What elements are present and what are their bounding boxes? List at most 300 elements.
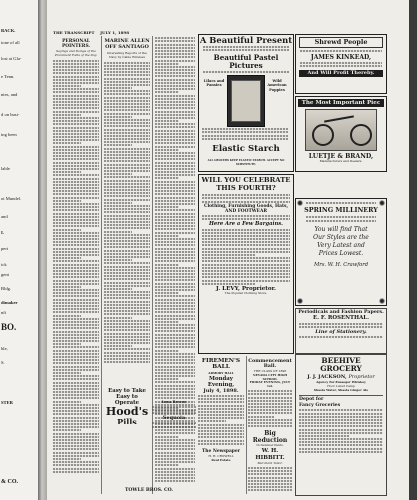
illegible-text-line: [53, 200, 81, 202]
illegible-text-line: [155, 330, 195, 332]
illegible-text-line: [155, 334, 195, 336]
illegible-text-line: [53, 117, 99, 119]
illegible-text-line: [104, 78, 150, 80]
ad-side-text: Lilacs and Pansies: [203, 79, 225, 88]
illegible-text-line: [299, 435, 349, 437]
illegible-text-line: [104, 195, 150, 197]
right-edge: [409, 0, 417, 500]
illegible-text-line: [155, 120, 179, 122]
illegible-text-line: [53, 455, 99, 457]
illegible-text-line: [155, 37, 195, 39]
illegible-text-line: [155, 136, 195, 138]
illegible-text-line: [155, 324, 195, 326]
column-subheading: Sayings and Doings of the Prominent Folks of the Day.: [54, 49, 98, 57]
illegible-text-line: [53, 76, 99, 78]
illegible-text-line: [104, 285, 150, 287]
illegible-text-line: [104, 173, 132, 175]
illegible-text-line: [53, 101, 99, 103]
illegible-text-line: [155, 394, 195, 396]
illegible-text-line: [155, 283, 195, 285]
illegible-text-line: [155, 123, 195, 125]
illegible-text-line: [155, 53, 195, 55]
illegible-text-line: [155, 126, 195, 128]
illegible-text-line: [53, 184, 99, 186]
ad-title: WILL YOU CELEBRATE THIS FOURTH?: [201, 176, 291, 192]
illegible-text-line: [53, 280, 99, 282]
illegible-text-line: [53, 359, 99, 361]
illegible-text-line: [104, 71, 150, 73]
illegible-text-line: [299, 451, 383, 453]
paper-name: THE TRANSCRIPT: [53, 30, 95, 35]
illegible-text-line: [53, 404, 99, 406]
column-subheading: Interesting Reports of the Navy by Cable Wireless: [107, 51, 147, 59]
ad-headline: Beautiful Pastel Pictures: [213, 53, 279, 70]
illegible-text-line: [155, 146, 195, 148]
illegible-text-line: [53, 244, 99, 246]
illegible-text-line: [104, 113, 150, 115]
illegible-text-line: [299, 425, 383, 427]
illegible-text-line: [53, 139, 99, 141]
illegible-text-line: [155, 448, 195, 450]
ad-line: Hoot Lunsd Camp: [327, 383, 355, 388]
illegible-text-line: [53, 289, 99, 291]
illegible-text-line: [202, 251, 290, 253]
strip-text: ick: [1, 262, 7, 267]
illegible-text-line: [248, 422, 292, 424]
illegible-text-line: [198, 395, 244, 397]
illegible-text-line: [155, 85, 195, 87]
illegible-text-line: [155, 200, 195, 202]
illegible-text-line: [53, 308, 99, 310]
illegible-text-line: [53, 158, 99, 160]
illegible-text-line: [155, 75, 195, 77]
illegible-text-line: [155, 391, 195, 393]
ad-sub: Line of Stationery.: [315, 329, 367, 335]
illegible-text-line: [104, 141, 150, 143]
illegible-text-line: [104, 259, 132, 261]
illegible-text-line: [104, 192, 150, 194]
illegible-text-line: [53, 464, 99, 466]
ad-tagline: And Will Profit Thereby.: [299, 70, 383, 77]
column-body-text: [53, 60, 99, 473]
illegible-text-line: [155, 142, 195, 144]
illegible-text-line: [104, 119, 150, 121]
illegible-text-line: [104, 297, 150, 299]
illegible-text-line: [299, 422, 383, 424]
illegible-text-line: [104, 167, 150, 169]
illegible-text-line: [104, 211, 150, 213]
ad-title: Commencement Ball.: [248, 358, 292, 369]
illegible-text-line: [104, 262, 150, 264]
illegible-text-line: [198, 401, 244, 403]
illegible-text-line: [248, 483, 292, 485]
illegible-text-line: [155, 264, 179, 266]
illegible-text-line: [53, 448, 99, 450]
illegible-text-line: [299, 444, 383, 446]
illegible-text-line: [104, 65, 150, 67]
celebrate-fourth-ad: [198, 174, 294, 354]
illegible-text-line: [104, 90, 150, 92]
illegible-text-line: [53, 82, 99, 84]
illegible-text-line: [53, 369, 99, 371]
illegible-text-line: [155, 241, 195, 243]
illegible-text-line: [155, 480, 195, 482]
illegible-text-line: [53, 238, 99, 240]
illegible-text-line: [104, 310, 150, 312]
illegible-text-line: [155, 158, 195, 160]
illegible-text-line: [155, 311, 195, 313]
illegible-text-line: [53, 452, 99, 454]
illegible-text-line: [53, 305, 99, 307]
strip-text: nfi: [1, 310, 7, 315]
illegible-text-line: [202, 280, 290, 282]
illegible-text-line: [155, 340, 195, 342]
illegible-text-line: [202, 257, 290, 259]
illegible-text-line: [104, 224, 150, 226]
illegible-text-line: [53, 241, 99, 243]
illegible-text-line: [155, 91, 179, 93]
illegible-text-line: [202, 232, 290, 234]
illegible-text-line: [155, 98, 195, 100]
illegible-text-line: [53, 286, 81, 288]
ad-line: Easy to Take: [108, 388, 146, 394]
ad-side-text: Wild American Poppies: [267, 79, 287, 92]
illegible-text-line: [104, 272, 150, 274]
ad-role: Proprietor: [348, 374, 375, 380]
illegible-text-line: [53, 222, 99, 224]
illegible-text-line: [248, 416, 274, 418]
ad-title: Shrewd People: [314, 38, 368, 46]
illegible-text-line: [104, 68, 150, 70]
illegible-text-line: [104, 348, 150, 350]
illegible-text-line: [155, 222, 195, 224]
ad-venue: NEVADA CITY HIGH SCHOOL: [252, 372, 288, 381]
illegible-text-line: [53, 356, 99, 358]
illegible-text-line: [104, 87, 132, 89]
illegible-text-line: [155, 244, 195, 246]
illegible-text-line: [155, 187, 195, 189]
illegible-text-line: [53, 350, 99, 352]
illegible-text-line: [53, 123, 99, 125]
illegible-text-line: [53, 273, 99, 275]
illegible-text-line: [155, 174, 195, 176]
illegible-text-line: [53, 461, 99, 463]
illegible-text-line: [53, 142, 81, 144]
illegible-text-line: [104, 97, 150, 99]
illegible-text-line: [155, 251, 195, 253]
illegible-text-line: [155, 350, 179, 352]
illegible-text-line: [53, 209, 99, 211]
illegible-text-line: [155, 273, 195, 275]
illegible-text-line: [53, 378, 99, 380]
column-heading: MARINE ALLEN OFF SANTIAGO: [104, 38, 150, 50]
illegible-text-line: [53, 302, 99, 304]
ad-title: FIREMEN'S BALL: [201, 358, 241, 370]
ad-title: The Most Important Piec: [298, 99, 384, 107]
illegible-text-line: [155, 82, 195, 84]
illegible-text-line: [104, 352, 150, 354]
column-rule: [101, 36, 102, 494]
ad-day: FRIDAY EVENING, JULY 1st.: [249, 380, 291, 389]
illegible-text-line: [155, 292, 179, 294]
illegible-text-line: [53, 203, 99, 205]
illegible-text-line: [202, 254, 255, 256]
strip-text: pert: [1, 246, 9, 251]
illegible-text-line: [299, 438, 383, 440]
ad-title: Periodicals and Fashion Papers.: [298, 309, 384, 315]
illegible-text-line: [53, 343, 81, 345]
firemens-ball-column: [198, 356, 244, 494]
illegible-text-line: [104, 333, 150, 335]
bicycle-illustration: [305, 109, 377, 151]
adjacent-page-strip: [0, 0, 39, 500]
illegible-text-line: [53, 442, 99, 444]
illegible-text-line: [248, 390, 292, 392]
ad-dept: Real Estate: [211, 457, 231, 462]
ad-brand: Pills: [117, 417, 137, 424]
illegible-text-line: [53, 433, 99, 435]
illegible-text-line: [155, 455, 195, 457]
illegible-text-line: [155, 197, 195, 199]
column-navy-news: [104, 36, 150, 494]
illegible-text-line: [248, 406, 292, 408]
illegible-text-line: [104, 84, 150, 86]
illegible-text-line: [104, 336, 150, 338]
illegible-text-line: [155, 366, 195, 368]
illegible-text-line: [104, 151, 150, 153]
illegible-text-line: [104, 240, 150, 242]
illegible-text-line: [155, 267, 195, 269]
illegible-text-line: [53, 334, 99, 336]
illegible-text-line: [53, 136, 99, 138]
strip-text: ble,: [1, 346, 8, 351]
ad-promo: Here Are a Few Bargains.: [209, 221, 283, 228]
ad-headline: Big Reduction: [252, 430, 288, 445]
illegible-text-line: [104, 106, 150, 108]
illegible-text-line: [53, 267, 99, 269]
illegible-text-line: [53, 337, 99, 339]
illegible-text-line: [155, 232, 195, 234]
ad-line: Iowa Breeze: [161, 400, 187, 404]
strip-text: ing been: [1, 132, 17, 137]
illegible-text-line: [155, 308, 195, 310]
illegible-text-line: [104, 231, 132, 233]
illegible-text-line: [155, 44, 195, 46]
illegible-text-line: [53, 346, 99, 348]
illegible-text-line: [155, 315, 195, 317]
illegible-text-line: [104, 218, 150, 220]
illegible-text-line: [53, 104, 99, 106]
illegible-text-line: [248, 409, 292, 411]
illegible-text-line: [53, 165, 99, 167]
illegible-text-line: [104, 323, 150, 325]
ad-product: Elastic Starch: [212, 144, 280, 154]
column-heading: PERSONAL POINTERS.: [62, 39, 90, 49]
elastic-starch-ad: [198, 34, 294, 172]
ad-sub: In Summer Pants.: [256, 443, 284, 448]
illegible-text-line: [155, 359, 195, 361]
illegible-text-line: [202, 264, 290, 266]
ad-sub: H. H. CROWELL: [208, 453, 234, 458]
ad-title: BEEHIVE: [321, 356, 361, 365]
illegible-text-line: [155, 353, 195, 355]
illegible-text-line: [104, 237, 150, 239]
illegible-text-line: [155, 155, 195, 157]
illegible-text-line: [155, 184, 195, 186]
illegible-text-line: [104, 266, 150, 268]
illegible-text-line: [53, 155, 99, 157]
illegible-text-line: [53, 366, 99, 368]
illegible-text-line: [104, 164, 150, 166]
illegible-text-line: [198, 424, 244, 426]
illegible-text-line: [53, 248, 99, 250]
illegible-text-line: [155, 107, 195, 109]
illegible-text-line: [53, 187, 99, 189]
beehive-grocery-ad: [295, 354, 387, 496]
illegible-text-line: [155, 225, 195, 227]
illegible-text-line: [104, 294, 150, 296]
illegible-text-line: [155, 468, 195, 470]
illegible-text-line: [155, 162, 195, 164]
illegible-text-line: [155, 279, 195, 281]
illegible-text-line: [104, 189, 150, 191]
illegible-text-line: [155, 385, 195, 387]
illegible-text-line: [198, 398, 244, 400]
ad-line: Easy to Operate: [114, 394, 140, 406]
ad-line: Shasta Water, Shasta Ginger Ale: [313, 387, 369, 392]
illegible-text-line: [202, 273, 290, 275]
illegible-text-line: [53, 410, 99, 412]
illegible-text-line: [202, 267, 290, 269]
strip-text: nies, and: [1, 92, 18, 97]
illegible-text-line: [53, 229, 81, 231]
illegible-text-line: [155, 388, 195, 390]
illegible-text-line: [248, 425, 292, 427]
illegible-text-line: [155, 40, 195, 42]
ad-line: Prices Lowest.: [318, 250, 364, 257]
ad-owner: J. J. JACKSON,: [307, 374, 347, 380]
illegible-text-line: [155, 63, 179, 65]
illegible-text-line: [53, 264, 99, 266]
illegible-text-line: [104, 183, 150, 185]
illegible-text-line: [104, 100, 150, 102]
illegible-text-line: [53, 69, 99, 71]
illegible-text-line: [53, 254, 99, 256]
illegible-text-line: [198, 420, 226, 422]
illegible-text-line: [104, 253, 150, 255]
ad-date: July 4, 1898.: [203, 387, 239, 394]
illegible-text-line: [202, 260, 290, 262]
illegible-text-line: [248, 473, 292, 475]
illegible-text-line: [198, 427, 244, 429]
illegible-text-line: [202, 276, 290, 278]
illegible-text-line: [53, 225, 99, 227]
luetje-brand-ad: [295, 96, 387, 172]
ad-merchant-sub: The Popular Clothing Store.: [224, 291, 268, 296]
illegible-text-line: [53, 331, 99, 333]
illegible-text-line: [155, 228, 195, 230]
illegible-text-line: [53, 251, 99, 253]
strip-text: BO.: [1, 322, 17, 332]
illegible-text-line: [198, 440, 244, 442]
illegible-text-line: [202, 229, 290, 231]
millinery-ad: [295, 198, 387, 306]
illegible-text-line: [198, 436, 244, 438]
illegible-text-line: [53, 127, 99, 129]
illegible-text-line: [53, 436, 99, 438]
strip-text: dimaker: [1, 300, 18, 305]
illegible-text-line: [155, 289, 195, 291]
illegible-text-line: [155, 257, 195, 259]
illegible-text-line: [53, 181, 99, 183]
illegible-text-line: [155, 362, 195, 364]
illegible-text-line: [53, 60, 99, 62]
ad-name: W. H. HIBBITT.: [255, 448, 285, 462]
illegible-text-line: [53, 91, 99, 93]
illegible-text-line: [53, 72, 99, 74]
illegible-text-line: [53, 193, 99, 195]
illegible-text-line: [155, 168, 195, 170]
illegible-text-line: [155, 270, 195, 272]
illegible-text-line: [155, 286, 195, 288]
illegible-text-line: [53, 178, 99, 180]
illegible-text-line: [198, 405, 244, 407]
strip-text: Bldg.: [1, 286, 12, 291]
illegible-text-line: [155, 276, 195, 278]
strip-text: I.: [1, 230, 4, 235]
strip-text: and: [1, 214, 8, 219]
illegible-text-line: [104, 358, 150, 360]
illegible-text-line: [53, 171, 81, 173]
ad-title: A Beautiful Present: [199, 35, 293, 45]
illegible-text-line: [155, 139, 195, 141]
illegible-text-line: [104, 202, 132, 204]
illegible-text-line: [155, 471, 195, 473]
illegible-text-line: [53, 423, 99, 425]
ad-name: E. F. ROSENTHAL.: [313, 315, 369, 321]
illegible-text-line: [53, 394, 99, 396]
ad-line: Very Latest and: [317, 242, 365, 249]
ad-brand: Hood's: [105, 405, 149, 418]
ad-line: Our Styles are the: [313, 234, 369, 241]
illegible-text-line: [155, 372, 195, 374]
illegible-text-line: [104, 320, 150, 322]
illegible-text-line: [155, 165, 195, 167]
illegible-text-line: [155, 458, 195, 460]
ad-signature: Mrs. W. H. Crawford: [313, 262, 369, 268]
strip-text: tone of all: [1, 40, 20, 45]
illegible-text-line: [155, 177, 179, 179]
illegible-text-line: [53, 133, 99, 135]
illegible-text-line: [155, 318, 195, 320]
footer-advertiser: TOWLE BROS. CO.: [125, 488, 173, 493]
illegible-text-line: [155, 66, 195, 68]
ad-title: GROCERY: [320, 364, 362, 373]
illegible-text-line: [155, 79, 195, 81]
ad-depot: Fancy Groceries: [299, 402, 341, 408]
illegible-text-line: [155, 152, 195, 154]
illegible-text-line: [104, 326, 150, 328]
strip-text: lost at Gla-: [1, 56, 22, 61]
illegible-text-line: [299, 416, 383, 418]
illegible-text-line: [53, 372, 81, 374]
illegible-text-line: [104, 160, 150, 162]
illegible-text-line: [104, 361, 150, 363]
illegible-text-line: [53, 295, 99, 297]
illegible-text-line: [155, 130, 195, 132]
illegible-text-line: [198, 414, 244, 416]
illegible-text-line: [53, 292, 99, 294]
